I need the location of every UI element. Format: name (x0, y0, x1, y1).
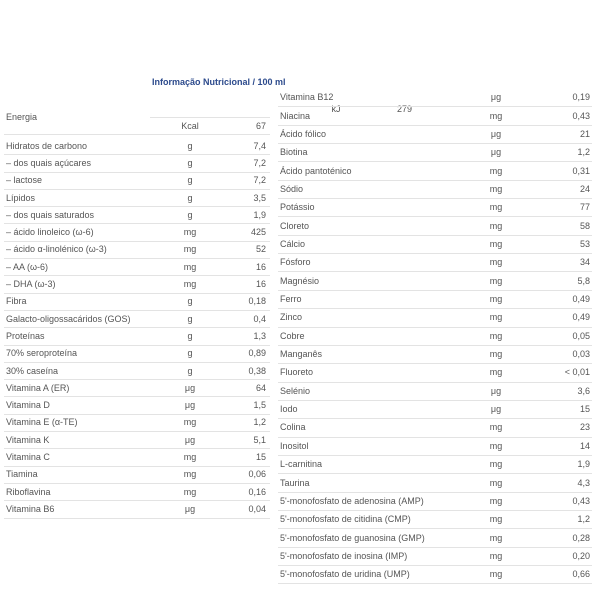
value-cell: 0,43 (572, 110, 590, 121)
nutrient-label: 5'-monofosfato de uridina (UMP) (280, 569, 410, 580)
table-row (4, 275, 270, 293)
nutrient-label: Iodo (280, 404, 298, 415)
value-cell: 279 (396, 103, 412, 114)
value-cell: 58 (579, 220, 590, 231)
table-row (4, 500, 270, 518)
table-row (278, 308, 592, 327)
value-cell: 1,9 (577, 459, 590, 470)
unit-cell: mg (183, 227, 197, 238)
unit-cell: mg (489, 202, 503, 213)
unit-cell: g (187, 313, 193, 324)
unit-cell: g (187, 365, 193, 376)
nutrient-label: Taurina (280, 477, 310, 488)
unit-cell: μg (490, 385, 502, 396)
unit-cell: mg (183, 261, 197, 272)
nutrient-label: Tiamina (6, 469, 38, 480)
unit-cell: mg (489, 495, 503, 506)
table-row (278, 106, 592, 125)
unit-cell: mg (183, 452, 197, 463)
unit-cell: mg (183, 469, 197, 480)
nutrient-label: Hidratos de carbono (6, 140, 88, 151)
unit-cell: mg (489, 532, 503, 543)
table-row (4, 310, 270, 328)
nutrient-label: Magnésio (280, 275, 320, 286)
value-cell: < 0,01 (564, 367, 590, 378)
value-cell: 16 (255, 279, 266, 290)
value-cell: 7,2 (253, 175, 266, 186)
table-row (278, 143, 592, 162)
value-cell: 7,4 (253, 140, 266, 151)
unit-cell: g (187, 157, 193, 168)
table-row (4, 293, 270, 311)
value-cell: 1,2 (577, 147, 590, 158)
unit-cell: mg (489, 165, 503, 176)
unit-cell: Kcal (181, 120, 199, 131)
value-cell: 0,28 (572, 532, 590, 543)
table-row (4, 397, 270, 415)
value-cell: 0,66 (572, 569, 590, 580)
nutrient-label: – ácido linoleico (ω-6) (6, 227, 94, 238)
unit-cell: mg (489, 459, 503, 470)
table-row (4, 241, 270, 259)
table-row (278, 565, 592, 584)
table-row (278, 125, 592, 144)
nutrient-label: Selénio (280, 385, 311, 396)
unit-cell: mg (489, 220, 503, 231)
nutrient-label: Potássio (280, 202, 315, 213)
unit-cell: g (187, 348, 193, 359)
nutrient-label: 5'-monofosfato de guanosina (GMP) (280, 532, 425, 543)
unit-cell: mg (489, 440, 503, 451)
table-row (278, 547, 592, 566)
nutrient-label: – AA (ω-6) (6, 261, 49, 272)
table-row (4, 414, 270, 432)
nutrient-label: 30% caseína (6, 365, 59, 376)
value-cell: 3,5 (253, 192, 266, 203)
value-cell: 23 (579, 422, 590, 433)
unit-cell: mg (183, 279, 197, 290)
unit-cell: g (187, 140, 193, 151)
table-row (4, 172, 270, 190)
nutrient-label: – lactose (6, 175, 43, 186)
table-row (278, 510, 592, 529)
nutrient-label: Vitamina A (ER) (6, 382, 70, 393)
unit-cell: μg (490, 147, 502, 158)
table-row (278, 88, 592, 107)
table-row (278, 437, 592, 456)
table-row (4, 224, 270, 242)
table-row (278, 382, 592, 401)
unit-cell: mg (489, 312, 503, 323)
unit-cell: g (187, 175, 193, 186)
value-cell: 1,3 (253, 330, 266, 341)
nutrient-label: 5'-monofosfato de citidina (CMP) (280, 514, 411, 525)
value-cell: 0,04 (248, 503, 266, 514)
unit-cell: μg (184, 400, 196, 411)
value-cell: 0,31 (572, 165, 590, 176)
unit-cell: mg (489, 477, 503, 488)
value-cell: 1,5 (253, 400, 266, 411)
value-cell: 15 (579, 404, 590, 415)
unit-cell: g (187, 209, 193, 220)
table-row (4, 362, 270, 380)
nutrient-label: Lípidos (6, 192, 36, 203)
value-cell: 0,4 (253, 313, 266, 324)
table-row (4, 117, 270, 135)
unit-cell: mg (489, 514, 503, 525)
value-cell: 0,06 (248, 469, 266, 480)
nutrient-label: Cobre (280, 330, 305, 341)
unit-cell: g (187, 192, 193, 203)
table-row (4, 483, 270, 501)
nutrient-label: Manganês (280, 349, 323, 360)
nutrient-label: Vitamina E (α-TE) (6, 417, 78, 428)
table-row (278, 345, 592, 364)
table-row (278, 363, 592, 382)
value-cell: 52 (255, 244, 266, 255)
nutrient-label: Riboflavina (6, 486, 51, 497)
nutrient-label: L-carnitina (280, 459, 323, 470)
nutrient-label: Cálcio (280, 238, 306, 249)
value-cell: 425 (250, 227, 266, 238)
nutrient-label: Vitamina B12 (280, 92, 334, 103)
table-row (4, 137, 270, 155)
nutrient-label: Inositol (280, 440, 309, 451)
table-row (4, 206, 270, 224)
value-cell: 0,49 (572, 294, 590, 305)
nutrient-label: Colina (280, 422, 306, 433)
unit-cell: mg (489, 183, 503, 194)
unit-cell: mg (489, 330, 503, 341)
value-cell: 1,2 (253, 417, 266, 428)
nutrient-label: Zinco (280, 312, 303, 323)
unit-cell: g (187, 296, 193, 307)
unit-cell: mg (489, 110, 503, 121)
nutrient-label: Fluoreto (280, 367, 314, 378)
table-row (4, 327, 270, 345)
table-row (278, 455, 592, 474)
value-cell: 77 (579, 202, 590, 213)
nutrient-label: Niacina (280, 110, 311, 121)
value-cell: 0,20 (572, 550, 590, 561)
value-cell: 24 (579, 183, 590, 194)
table-row (278, 492, 592, 511)
unit-cell: mg (489, 257, 503, 268)
value-cell: 67 (255, 120, 266, 131)
table-row (4, 345, 270, 363)
table-title: Informação Nutricional / 100 ml (152, 77, 286, 87)
value-cell: 21 (579, 128, 590, 139)
table-row (278, 161, 592, 180)
unit-cell: mg (489, 294, 503, 305)
nutrient-label: Fósforo (280, 257, 311, 268)
unit-cell: μg (490, 128, 502, 139)
table-row (278, 198, 592, 217)
nutrient-label: – dos quais açúcares (6, 157, 92, 168)
nutrient-label: Vitamina B6 (6, 503, 55, 514)
unit-cell: mg (489, 367, 503, 378)
unit-cell: mg (489, 349, 503, 360)
unit-cell: kJ (331, 103, 341, 114)
unit-cell: mg (489, 569, 503, 580)
nutrient-label: – ácido α-linolénico (ω-3) (6, 244, 107, 255)
table-row (4, 189, 270, 207)
table-row (4, 154, 270, 172)
table-row (278, 272, 592, 291)
nutrient-label: Sódio (280, 183, 304, 194)
value-cell: 16 (255, 261, 266, 272)
unit-cell: mg (183, 244, 197, 255)
table-row (278, 216, 592, 235)
value-cell: 5,8 (577, 275, 590, 286)
nutrient-label: Cloreto (280, 220, 310, 231)
nutrient-label: Vitamina D (6, 400, 50, 411)
table-row (278, 528, 592, 547)
nutrient-label: Proteínas (6, 330, 45, 341)
value-cell: 15 (255, 452, 266, 463)
unit-cell: mg (489, 422, 503, 433)
value-cell: 0,38 (248, 365, 266, 376)
table-row (278, 235, 592, 254)
nutrient-label: Biotina (280, 147, 308, 158)
table-row (4, 431, 270, 449)
value-cell: 14 (579, 440, 590, 451)
table-row (278, 418, 592, 437)
table-row (4, 379, 270, 397)
unit-cell: g (187, 330, 193, 341)
table-row (278, 327, 592, 346)
value-cell: 0,16 (248, 486, 266, 497)
value-cell: 4,3 (577, 477, 590, 488)
table-row (4, 258, 270, 276)
nutrient-label: Ácido fólico (280, 128, 327, 139)
nutrient-label: Galacto-oligossacáridos (GOS) (6, 313, 131, 324)
unit-cell: μg (184, 382, 196, 393)
value-cell: 7,2 (253, 157, 266, 168)
nutrient-label: Ferro (280, 294, 302, 305)
value-cell: 0,43 (572, 495, 590, 506)
value-cell: 1,9 (253, 209, 266, 220)
nutrient-label: Ácido pantoténico (280, 165, 352, 176)
nutrient-label: – DHA (ω-3) (6, 279, 56, 290)
unit-cell: mg (489, 275, 503, 286)
energy-label: Energia (6, 112, 38, 122)
nutrient-label: – dos quais saturados (6, 209, 95, 220)
nutrient-label: Vitamina K (6, 434, 50, 445)
unit-cell: mg (489, 238, 503, 249)
nutrient-label: Fibra (6, 296, 27, 307)
unit-cell: μg (184, 503, 196, 514)
table-row (278, 400, 592, 419)
value-cell: 34 (579, 257, 590, 268)
value-cell: 1,2 (577, 514, 590, 525)
value-cell: 0,89 (248, 348, 266, 359)
value-cell: 0,19 (572, 92, 590, 103)
value-cell: 3,6 (577, 385, 590, 396)
value-cell: 0,49 (572, 312, 590, 323)
unit-cell: mg (489, 550, 503, 561)
table-row (4, 466, 270, 484)
unit-cell: mg (183, 486, 197, 497)
table-row (278, 180, 592, 199)
nutrient-label: 5'-monofosfato de inosina (IMP) (280, 550, 408, 561)
table-row (278, 290, 592, 309)
unit-cell: μg (184, 434, 196, 445)
unit-cell: μg (490, 404, 502, 415)
table-row (278, 253, 592, 272)
nutrient-label: Vitamina C (6, 452, 50, 463)
unit-cell: mg (183, 417, 197, 428)
value-cell: 64 (255, 382, 266, 393)
value-cell: 0,05 (572, 330, 590, 341)
value-cell: 53 (579, 238, 590, 249)
nutrient-label: 5'-monofosfato de adenosina (AMP) (280, 495, 424, 506)
table-row (278, 473, 592, 492)
value-cell: 0,03 (572, 349, 590, 360)
nutrient-label: 70% seroproteína (6, 348, 78, 359)
value-cell: 5,1 (253, 434, 266, 445)
table-row (4, 448, 270, 466)
unit-cell: μg (490, 92, 502, 103)
value-cell: 0,18 (248, 296, 266, 307)
